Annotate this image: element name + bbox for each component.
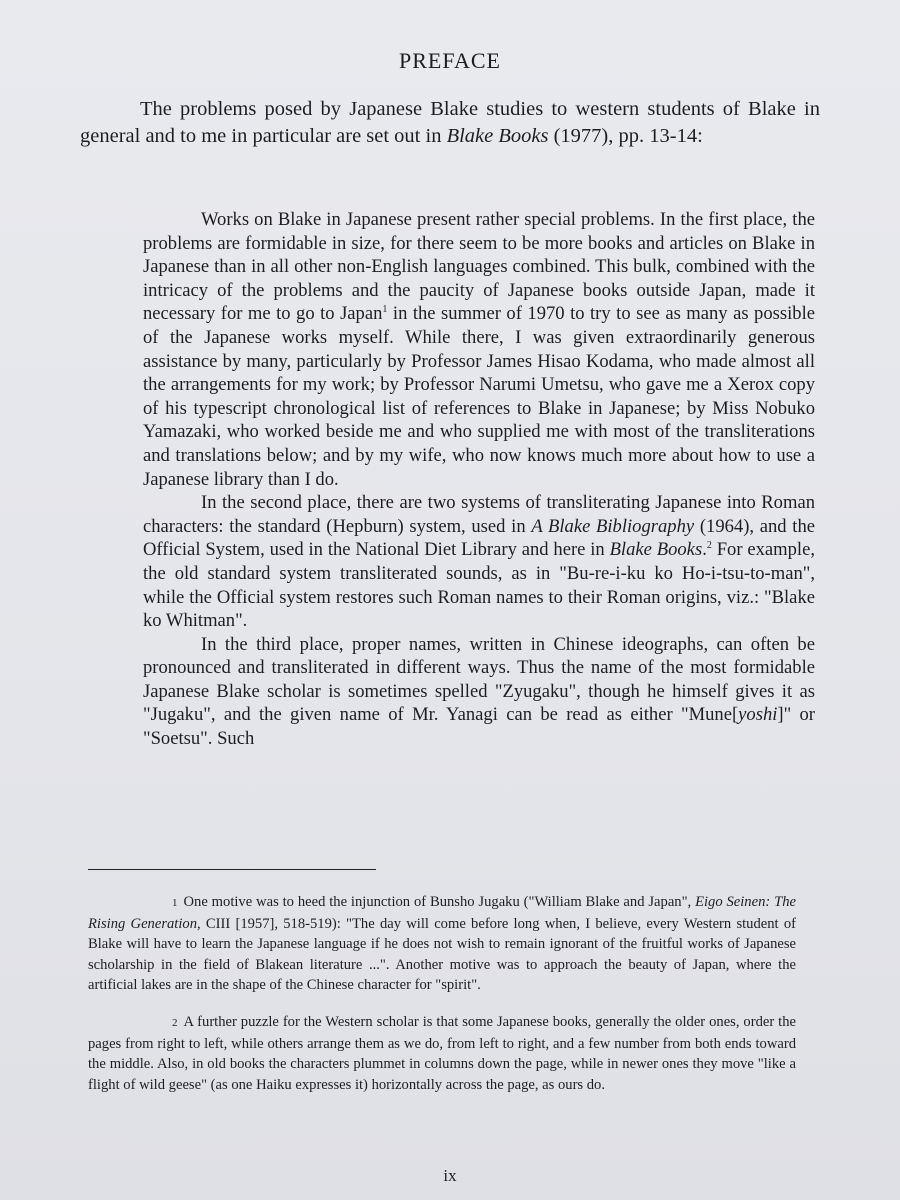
footnote-ref-1: 1: [382, 304, 388, 316]
page-number: ix: [443, 1166, 457, 1185]
book-title: Blake Books: [609, 539, 703, 561]
book-title: Blake Books: [446, 125, 549, 147]
intro-paragraph: [80, 96, 820, 150]
footnote-rule: [88, 869, 376, 870]
quote-paragraph-2: [143, 491, 815, 633]
footnote-mark: 1: [172, 897, 178, 909]
quote-text: For example, the old standard system transliterated sounds, as in "Bu-re-i-ku ko Ho-i-tsu-to-man", while the Official system restores such Roman names to their Roman origins, viz.: "Blake ko Whitman".: [143, 539, 815, 632]
intro-text: (1977), pp. 13-14:: [548, 125, 703, 147]
quote-paragraph-1: [143, 208, 815, 491]
quote-text: .: [702, 539, 707, 561]
quote-paragraph-3: [143, 633, 815, 751]
quote-text: ]" or "Soetsu". Such: [143, 704, 816, 750]
footnote-mark: 2: [172, 1016, 178, 1029]
quote-text: In the second place, there are two systems of transliterating Japanese into Roman characters: the standard (Hepburn) system, used in: [143, 492, 815, 537]
footnote-2: [88, 1012, 796, 1095]
block-quote: [143, 208, 815, 751]
journal-title: Eigo Seinen: The Rising Generation: [88, 894, 796, 932]
quote-text: in the summer of 1970 to try to see as many as possible of the Japanese works myself. While there, I was given extraordinarily generous assistance by many, particularly by Professor James Hisao Kodama, who made almost all the arrangements for my work; by Professor Narumi Umetsu, who gave me a Xerox copy of his typescript chronological list of references to Blake in Japanese; by Miss Nobuko Yamazaki, who worked beside me and who supplied me with most of the transliterations and translations below; and by my wife, who now knows much more about how to use a Japanese library than I do.: [143, 303, 815, 490]
quote-text: Works on Blake in Japanese present rather special problems. In the first place, the problems are formidable in size, for there seem to be more books and articles on Blake in Japanese than in all other non-English languages combined. This bulk, combined with the intricacy of the problems and the paucity of Japanese books outside Japan, made it necessary for me to go to Japan: [143, 209, 815, 325]
footnote-1: [88, 892, 796, 996]
quote-text: In the third place, proper names, written in Chinese ideographs, can often be pronounced and transliterated in different ways. Thus the name of the most formidable Japanese Blake scholar is sometimes spelled "Zyugaku", though he himself gives it as "Jugaku", and the given name of Mr. Yanagi can be read as either "Mune[: [143, 633, 815, 726]
footnote-text: One motive was to heed the injunction of Bunsho Jugaku ("William Blake and Japan",: [183, 894, 696, 910]
footnotes: [88, 892, 796, 1111]
intro-text: The problems posed by Japanese Blake studies to western students of Blake in general and to me in particular are set out in: [80, 98, 820, 147]
page-heading: PREFACE: [399, 48, 501, 73]
footnote-text: A further puzzle for the Western scholar is that some Japanese books, generally the older ones, order the pages from right to left, while others arrange them as we do, from left to right, and a few number from both ends toward the middle. Also, in old books the characters plummet in columns down the page, while in newer ones they move "like a flight of wild geese" (as one Haiku expresses it) horizontally across the page, as ours do.: [88, 1013, 796, 1093]
quote-text: (1964), and the Official System, used in the National Diet Library and here in: [143, 515, 815, 561]
book-title: A Blake Bibliography: [531, 515, 695, 537]
footnote-ref-2: 2: [706, 540, 712, 552]
footnote-text: , CIII [1957], 518-519): "The day will come before long when, I believe, every Western student of Blake will have to learn the Japanese language if he does not wish to remain ignorant of the fruitful works of Japanese scholarship in the field of Blakean literature ...". Another motive was to approach the beauty of Japan, where the artificial lakes are in the shape of the Chinese character for "spirit".: [88, 915, 796, 994]
italic-text: yoshi: [738, 704, 778, 726]
